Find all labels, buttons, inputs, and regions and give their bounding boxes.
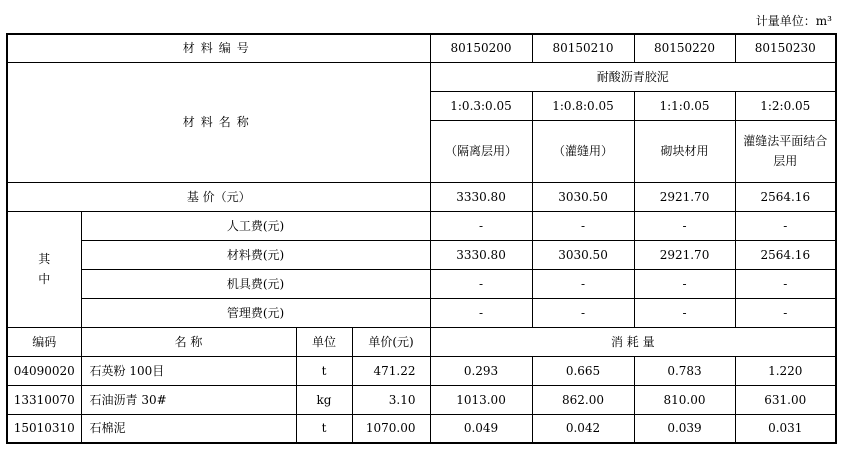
use-cell: （隔离层用）	[430, 120, 532, 182]
cost-row	[7, 298, 836, 327]
cost-row	[7, 269, 836, 298]
cost-cell: -	[532, 269, 634, 298]
consumption-header: 消 耗 量	[430, 327, 836, 356]
use-cell: 灌缝法平面结合层用	[735, 120, 836, 182]
consumption-cell: 0.042	[532, 414, 634, 443]
material-code-header: 编码	[7, 327, 81, 356]
code-cell: 80150230	[735, 34, 836, 62]
unit-note: 计量单位：m³	[755, 14, 832, 28]
ratio-cell: 1:0.3:0.05	[430, 91, 532, 120]
material-code: 04090020	[7, 356, 81, 385]
consumption-cell: 0.665	[532, 356, 634, 385]
ratio-cell: 1:1:0.05	[634, 91, 735, 120]
cost-cell: 2564.16	[735, 240, 836, 269]
cost-row	[7, 211, 836, 240]
material-row	[7, 356, 836, 385]
material-unit: kg	[296, 385, 352, 414]
use-cell: （灌缝用）	[532, 120, 634, 182]
use-cell: 砌块材用	[634, 120, 735, 182]
material-name-header: 名 称	[81, 327, 296, 356]
material-unit: t	[296, 356, 352, 385]
cost-label: 人工费(元)	[81, 211, 430, 240]
code-cell: 80150200	[430, 34, 532, 62]
consumption-cell: 1013.00	[430, 385, 532, 414]
material-header-row	[7, 327, 836, 356]
code-cell: 80150210	[532, 34, 634, 62]
cost-label: 材料费(元)	[81, 240, 430, 269]
base-price-cell: 2921.70	[634, 182, 735, 211]
cost-label: 机具费(元)	[81, 269, 430, 298]
cost-row	[7, 240, 836, 269]
base-price-cell: 3030.50	[532, 182, 634, 211]
name-row	[7, 62, 836, 91]
consumption-cell: 862.00	[532, 385, 634, 414]
cost-cell: -	[634, 269, 735, 298]
consumption-cell: 1.220	[735, 356, 836, 385]
material-price-header: 单价(元)	[352, 327, 430, 356]
cost-cell: -	[430, 298, 532, 327]
code-cell: 80150220	[634, 34, 735, 62]
material-price: 1070.00	[352, 414, 430, 443]
consumption-cell: 0.031	[735, 414, 836, 443]
cost-label: 管理费(元)	[81, 298, 430, 327]
consumption-cell: 0.049	[430, 414, 532, 443]
cost-cell: -	[735, 298, 836, 327]
consumption-cell: 0.039	[634, 414, 735, 443]
cost-cell: -	[430, 269, 532, 298]
material-name: 石英粉 100目	[81, 356, 296, 385]
ratio-cell: 1:0.8:0.05	[532, 91, 634, 120]
cost-cell: 3030.50	[532, 240, 634, 269]
cost-cell: -	[532, 298, 634, 327]
consumption-cell: 631.00	[735, 385, 836, 414]
cost-cell: -	[430, 211, 532, 240]
cost-cell: -	[735, 211, 836, 240]
group-name: 耐酸沥青胶泥	[430, 62, 836, 91]
cost-group-label	[7, 211, 81, 327]
cost-cell: 3330.80	[430, 240, 532, 269]
cost-cell: 2921.70	[634, 240, 735, 269]
material-row	[7, 414, 836, 443]
cost-group-label-2: 中	[38, 272, 51, 286]
cost-cell: -	[532, 211, 634, 240]
material-unit-header: 单位	[296, 327, 352, 356]
material-name: 石油沥青 30#	[81, 385, 296, 414]
consumption-cell: 0.293	[430, 356, 532, 385]
base-price-row	[7, 182, 836, 211]
material-price: 471.22	[352, 356, 430, 385]
material-code: 13310070	[7, 385, 81, 414]
quota-table	[6, 33, 837, 444]
cost-cell: -	[634, 211, 735, 240]
code-label: 材料编号	[7, 34, 430, 62]
material-row	[7, 385, 836, 414]
material-name: 石棉泥	[81, 414, 296, 443]
consumption-cell: 810.00	[634, 385, 735, 414]
material-unit: t	[296, 414, 352, 443]
base-price-cell: 2564.16	[735, 182, 836, 211]
material-code: 15010310	[7, 414, 81, 443]
ratio-cell: 1:2:0.05	[735, 91, 836, 120]
name-label: 材料名称	[7, 62, 430, 182]
cost-group-label-1: 其	[38, 252, 51, 266]
cost-cell: -	[735, 269, 836, 298]
material-price: 3.10	[352, 385, 430, 414]
base-price-label: 基 价（元）	[7, 182, 430, 211]
cost-cell: -	[634, 298, 735, 327]
code-row	[7, 34, 836, 62]
consumption-cell: 0.783	[634, 356, 735, 385]
base-price-cell: 3330.80	[430, 182, 532, 211]
